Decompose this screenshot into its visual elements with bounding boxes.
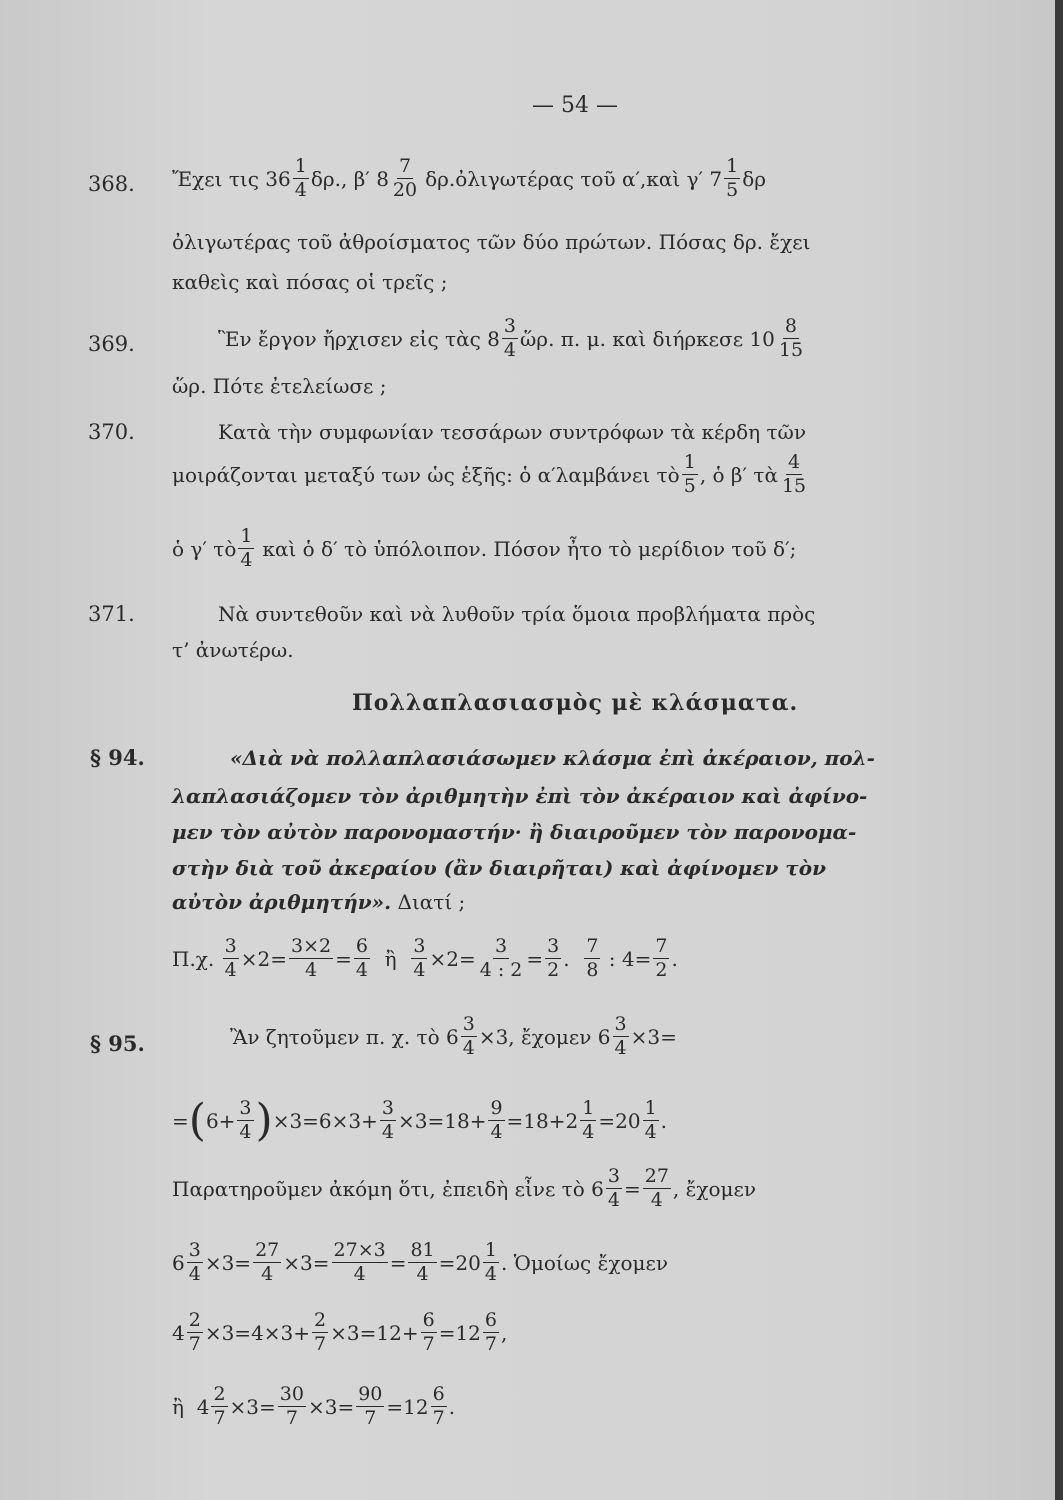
fraction: $\frac{27}{4}$: [644, 1165, 669, 1211]
denominator: 5: [726, 179, 739, 201]
section-heading: Πολλαπλασιασμὸς μὲ κλάσματα.: [352, 690, 799, 716]
rule-line-3: μεν τὸν αὐτὸν παρονομαστήν· ἢ διαιροῦμεν τὸν παρονομα-: [172, 820, 857, 844]
denominator: 20: [392, 179, 418, 201]
fraction: $\frac{30}{7}$: [279, 1383, 304, 1429]
problem-370-line2: [172, 452, 810, 497]
text: καὶ ὁ δ′ τὸ ὑπόλοιπον. Πόσον ἦτο τὸ μερίδιον τοῦ δ′;: [262, 536, 797, 561]
fraction: $\frac{6}{7}$: [422, 1309, 435, 1355]
fraction: 6 7: [432, 1383, 445, 1429]
denominator: 4: [294, 179, 307, 201]
problem-369-line1: [218, 316, 807, 361]
fraction: $\frac{3}{4}$: [188, 1239, 201, 1285]
example-94: Π.χ. $\frac{3}{4}$ ×2= $\frac{3\times 2}{4}$ = $\frac{6}{4}$ ἢ $\frac{3}{4}$ ×2= $\frac{3}{4 : 2}$ = $\frac{3}{2}$ . 7 8 : 4= $\frac{7}{2}$ .: [172, 935, 678, 981]
text: Διατί ;: [397, 890, 466, 914]
fraction: 6 7: [484, 1309, 497, 1355]
fraction: $\frac{3}{4 : 2}$: [479, 935, 523, 981]
page-edge-shadow: [1055, 0, 1063, 1500]
fraction: $\frac{3}{4}$: [607, 1165, 620, 1211]
problem-370-number: 370.: [88, 420, 135, 444]
equation-line-5: 4 $\frac{2}{7}$ ×3=4×3+ $\frac{2}{7}$ ×3=12+ $\frac{6}{7}$ =12 6 7 ,: [172, 1309, 508, 1355]
rule-line-2: λαπλασιάζομεν τὸν ἀριθμητὴν ἐπὶ τὸν ἀκέραιον καὶ ἀφίνο-: [172, 784, 868, 808]
denominator: 4: [240, 549, 253, 571]
fraction: $\frac{3}{4}$: [614, 1013, 627, 1059]
text: Π.χ.: [172, 946, 215, 971]
problem-368-number: 368.: [88, 172, 135, 196]
fraction: [682, 452, 698, 497]
text: Ἂν ζητοῦμεν π. χ. τὸ 6: [230, 1024, 459, 1049]
rule-line-1: «Διὰ νὰ πολλαπλασιάσωμεν κλάσμα ἐπὶ ἀκέραιον, πολ-: [230, 746, 875, 770]
fraction: $\frac{3}{4}$: [413, 935, 426, 981]
fraction: $\frac{3}{4}$: [239, 1097, 252, 1143]
text: , ὁ β′ τὰ: [699, 462, 778, 487]
problem-368-line1: [172, 156, 766, 201]
text: ὁ γ′ τὸ: [172, 536, 237, 561]
text: ×3, ἔχομεν 6: [478, 1024, 611, 1049]
text: , ἔχομεν: [672, 1176, 757, 1201]
fraction: [777, 316, 805, 361]
section-95-number: § 95.: [90, 1031, 145, 1056]
denominator: 15: [781, 475, 807, 497]
equation-line-6: ἢ 4 $\frac{2}{7}$ ×3= $\frac{30}{7}$ ×3= $\frac{90}{7}$ =12 6 7 .: [172, 1383, 456, 1429]
numerator: 8: [784, 315, 798, 337]
equation-line-3: Παρατηροῦμεν ἀκόμη ὅτι, ἐπειδὴ εἶνε τὸ 6 $\frac{3}{4}$ = $\frac{27}{4}$ , ἔχομεν: [172, 1165, 757, 1211]
fraction: $\frac{3}{2}$: [547, 935, 560, 981]
text: ἢ: [172, 1394, 184, 1419]
page-number: — 54 —: [532, 93, 618, 118]
fraction: $\frac{27}{4}$: [255, 1239, 280, 1285]
problem-371-number: 371.: [88, 602, 135, 626]
text: Παρατηροῦμεν ἀκόμη ὅτι, ἐπειδὴ εἶνε τὸ 6: [172, 1176, 604, 1201]
fraction: [293, 156, 309, 201]
fraction: $\frac{3\times 2}{4}$: [290, 935, 332, 981]
text: δρ., β′ 8: [310, 166, 389, 191]
rule-line-4: στὴν διὰ τοῦ ἀκεραίου (ἂν διαιρῆται) καὶ ἀφίνομεν τὸν: [172, 856, 826, 880]
fraction: $\frac{3}{4}$: [462, 1013, 475, 1059]
text: αὐτὸν ἀριθμητήν».: [172, 890, 392, 914]
problem-371-line2: τ’ ἀνωτέρω.: [172, 638, 294, 662]
problem-369-number: 369.: [88, 332, 135, 356]
fraction: $\frac{2}{7}$: [314, 1309, 327, 1355]
text: . Ὁμοίως ἔχομεν: [500, 1250, 669, 1275]
fraction: [502, 316, 518, 361]
section-94-number: § 94.: [90, 745, 145, 770]
equation-line-2: = ( 6+ $\frac{3}{4}$ ) ×3=6×3+ $\frac{3}{4}$ ×3=18+ $\frac{9}{4}$ =18+2 $\frac{1}{4}$ =20 1 4 .: [172, 1094, 668, 1146]
fraction: 7 8: [586, 935, 599, 981]
problem-370-line1: Κατὰ τὴν συμφωνίαν τεσσάρων συντρόφων τὰ κέρδη τῶν: [218, 420, 807, 444]
fraction: $\frac{90}{7}$: [358, 1383, 383, 1429]
numerator: 1: [726, 155, 739, 177]
fraction: $\frac{6}{4}$: [355, 935, 368, 981]
fraction: $\frac{3}{4}$: [224, 935, 237, 981]
fraction: $\frac{81}{4}$: [410, 1239, 435, 1285]
problem-371-line1: Νὰ συντεθοῦν καὶ νὰ λυθοῦν τρία ὅμοια προβλήματα πρὸς: [218, 602, 816, 626]
fraction: $\frac{3}{4}$: [381, 1097, 394, 1143]
fraction: $\frac{9}{4}$: [490, 1097, 503, 1143]
fraction: [724, 156, 740, 201]
problem-368-line3: καθεὶς καὶ πόσας οἱ τρεῖς ;: [172, 270, 448, 294]
fraction: [238, 526, 254, 571]
equation-line-4: 6 $\frac{3}{4}$ ×3= $\frac{27}{4}$ ×3= $\frac{27\times 3}{4}$ = $\frac{81}{4}$ =20 1 4 . Ὁμοίως ἔχομεν: [172, 1239, 669, 1285]
problem-369-line2: ὥρ. Πότε ἐτελείωσε ;: [172, 374, 387, 398]
fraction: [391, 156, 419, 201]
numerator: 1: [240, 525, 253, 547]
fraction: [780, 452, 808, 497]
fraction: $\frac{7}{2}$: [655, 935, 668, 981]
text: μοιράζονται μεταξύ των ὡς ἑξῆς: ὁ α′λαμβάνει τὸ: [172, 462, 680, 487]
fraction: $\frac{2}{7}$: [188, 1309, 201, 1355]
fraction: $\frac{2}{7}$: [213, 1383, 226, 1429]
text: Ἔχει τις 36: [172, 166, 291, 191]
problem-370-line3: [172, 526, 796, 571]
fraction: $\frac{1}{4}$: [582, 1097, 595, 1143]
numerator: 4: [788, 451, 801, 473]
problem-368-line2: ὀλιγωτέρας τοῦ ἀθροίσματος τῶν δύο πρώτων. Πόσας δρ. ἔχει: [172, 230, 811, 254]
numerator: 1: [683, 451, 696, 473]
fraction: $\frac{27\times 3}{4}$: [333, 1239, 386, 1285]
text: δρ: [742, 166, 767, 191]
numerator: 7: [398, 155, 412, 177]
denominator: 4: [503, 339, 516, 361]
numerator: 1: [294, 155, 307, 177]
denominator: 5: [683, 475, 696, 497]
text: ὥρ. π. μ. καὶ διήρκεσε 10: [520, 326, 775, 351]
numerator: 3: [503, 315, 516, 337]
text: Ἓν ἔργον ἤρχισεν εἰς τὰς 8: [218, 326, 500, 351]
fraction: 1 4: [484, 1239, 497, 1285]
rule-line-5: [172, 890, 465, 914]
section-95-line1: Ἂν ζητοῦμεν π. χ. τὸ 6 $\frac{3}{4}$ ×3, ἔχομεν 6 $\frac{3}{4}$ ×3=: [230, 1013, 677, 1059]
denominator: 15: [778, 339, 804, 361]
fraction: 1 4: [644, 1097, 657, 1143]
text: δρ.ὀλιγωτέρας τοῦ α′,καὶ γ′ 7: [425, 166, 723, 191]
